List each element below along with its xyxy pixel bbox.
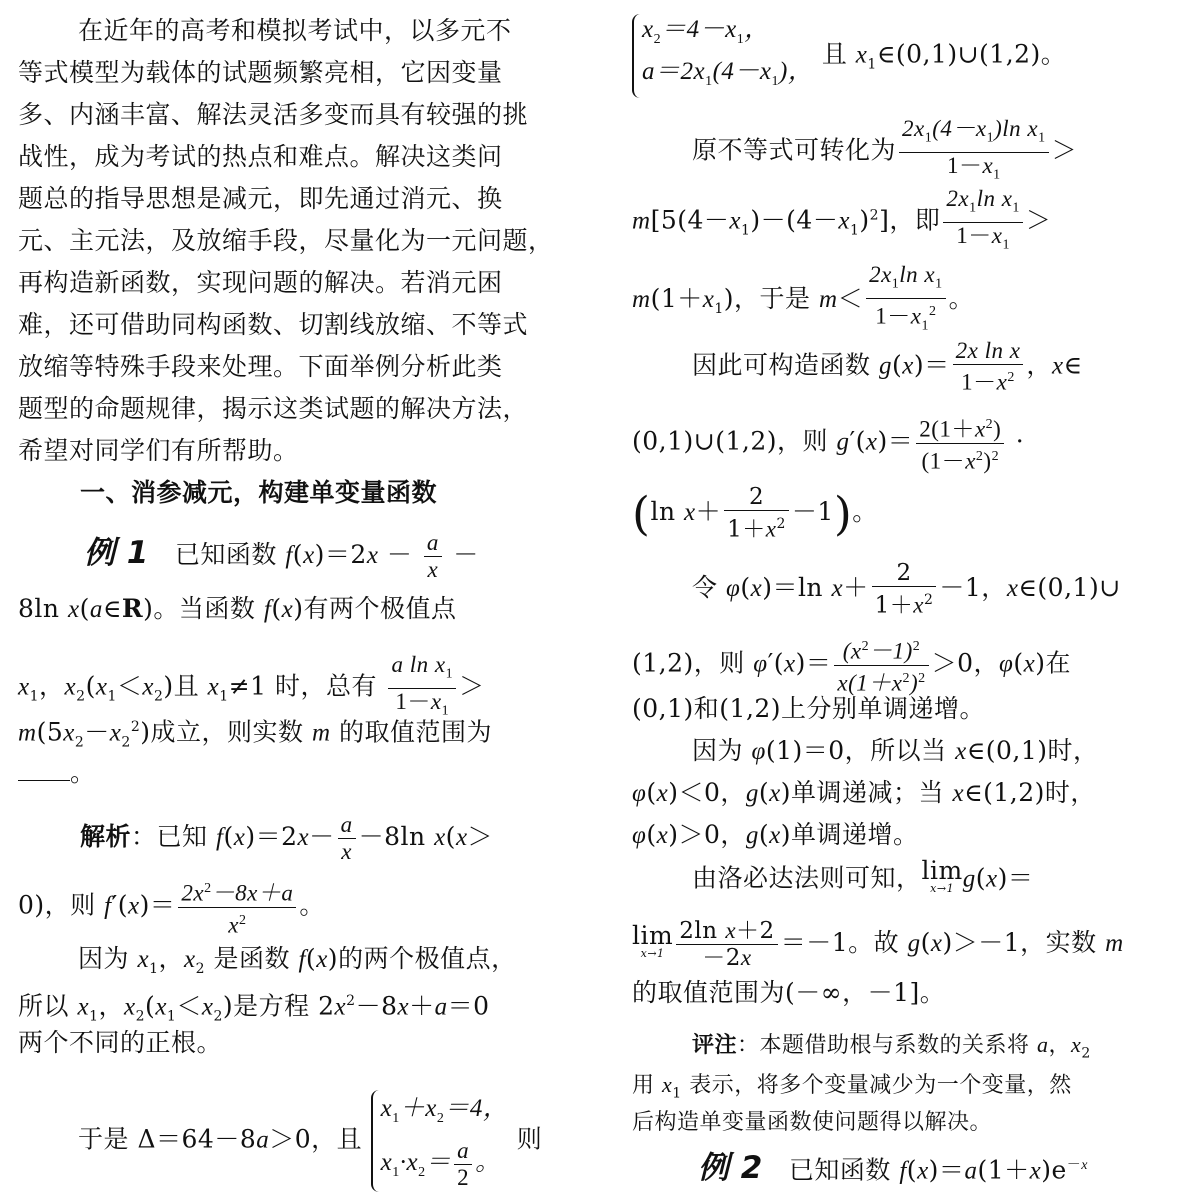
intro-line: 难，还可借助同构函数、切割线放缩、不等式 — [18, 310, 529, 339]
text: 单调递减；当 — [791, 778, 945, 807]
right-line3: $m[5(4-x_1)-(4-x_1)^2]$，即 $\frac{2x_1\ln x_1}{1-x_1}$ ＞ — [632, 186, 1051, 258]
fraction: $\frac{a}{x}$ — [424, 530, 442, 583]
text: 原不等式可转化为 — [692, 135, 897, 165]
fraction: $\frac{2}{1+x^2}$ — [724, 484, 789, 543]
fraction: $\frac{\text{2x ln x}}{1-x^2}$ — [953, 338, 1024, 396]
text: ，所以当 — [844, 736, 947, 765]
text: 已知函数 — [174, 540, 277, 569]
text: 由洛必达法则可知， — [692, 863, 922, 893]
intro-line: 多、内涵丰富、解法灵活多变而具有较强的挑 — [18, 100, 529, 129]
fraction: $\frac{2x_1\ln x_1}{1-x_1^2}$ — [866, 262, 946, 339]
text: ：已知 — [131, 822, 208, 851]
text: 是方程 — [233, 991, 310, 1021]
right-line15: lim x→1 $\frac{\text{2ln x＋2}}{-2x}$ ＝－1。故 g(x)＞－1，实数 m — [632, 918, 1124, 971]
analysis-label: 解析 — [80, 822, 132, 851]
text: 用 — [632, 1073, 655, 1098]
right-line1: $x_2=4-x_1$， $a=2x_1(4-x_1)$， 且 $x_1\in(0,1)\cup(1,2)$。 — [632, 14, 1066, 98]
example1-line5 — [18, 758, 96, 788]
answer-blank — [18, 780, 70, 781]
text: 则 — [516, 1124, 543, 1154]
analysis-line4: 所以 $x_1$，$x_2(x_1<x_2)$是方程 $2x^2-8x+a=0$ — [18, 991, 490, 1025]
limit: lim x→1 — [632, 920, 674, 960]
text: 。当函数 — [153, 594, 256, 623]
comment-label: 评注 — [692, 1033, 738, 1058]
text: 所以 — [18, 991, 70, 1021]
text: 时， — [1047, 736, 1099, 765]
right-line16: 的取值范围为(－∞，－1]。 — [632, 978, 946, 1007]
text: 上分别单调递增。 — [781, 694, 986, 723]
analysis-line3: 因为 $x_1$，$x_2$ 是函数 f(x)的两个极值点， — [78, 944, 517, 977]
right-line4: $m(1+x_1)$，于是 m＜ $\frac{2x_1\ln x_1}{1-x_1^2}$ 。 — [632, 262, 974, 339]
fraction: $\frac{a \ln x_1}{1-x_1}$ — [388, 652, 456, 724]
example2-label: 例 2 — [698, 1150, 763, 1187]
right-line12: φ(x)＜0，g(x)单调递减；当 x∈(1,2)时， — [632, 778, 1096, 807]
text: 是函数 — [213, 944, 291, 973]
right-line7: (ln x＋ $\frac{2}{1+x^2}$ －1)。 — [632, 484, 878, 543]
text: 因此可构造函数 — [692, 350, 871, 380]
right-line10: (0,1)和(1,2)上分别单调递增。 — [632, 694, 986, 723]
text: 的取值范围为 — [632, 978, 786, 1007]
text: 且 — [173, 671, 200, 701]
text: ，则 — [693, 648, 745, 678]
fraction: $\frac{2x_1(4-x_1)\ln x_1}{1-x_1}$ — [899, 116, 1049, 188]
text: 于是 — [78, 1124, 130, 1154]
text: 的取值范围为 — [338, 717, 492, 747]
text: ，则 — [44, 890, 96, 920]
intro-line: 战性，成为考试的热点和难点。解决这类问 — [18, 142, 503, 171]
intro-line: 题总的指导思想是减元，即先通过消元、换 — [18, 184, 503, 213]
analysis-line2: 0)，则 f′(x)＝ $\frac{2x^2-8x+a}{x^2}$ 。 — [18, 876, 325, 938]
example1-line3: $x_1$，$x_2(x_1<x_2)$且 $x_1\ne 1$ 时，总有 $\frac{a \ln x_1}{1-x_1}$ ＞ — [18, 652, 485, 724]
text: 令 — [692, 572, 718, 602]
text: 因为 — [78, 944, 130, 973]
text: 。故 — [848, 928, 900, 957]
comment-line1: 评注：本题借助根与系数的关系将 a，$x_2$ — [692, 1032, 1091, 1062]
right-line6: (0,1)∪(1,2)，则 g′(x)＝ $\frac{2(1+x^2)}{(1-x^2)^2}$ · — [632, 412, 1024, 474]
example1-line1: 例 1 已知函数 f(x)＝2x － $\frac{a}{x}$ － — [84, 530, 479, 582]
text: 和 — [693, 694, 720, 723]
intro-line: 等式模型为载体的试题频繁亮相，它因变量 — [18, 58, 503, 87]
fraction: $\frac{2(1+x^2)}{(1-x^2)^2}$ — [916, 412, 1004, 474]
text: 已知函数 — [788, 1155, 891, 1185]
comment-line3: 后构造单变量函数使问题得以解决。 — [632, 1110, 993, 1135]
text: 。 — [70, 758, 96, 787]
comment-line2: 用 $x_1$ 表示，将多个变量减少为一个变量，然 — [632, 1072, 1072, 1102]
fraction: $\frac{(x^2-1)^2}{x(1+x^2)^2}$ — [834, 634, 928, 696]
text: ，实数 — [1020, 928, 1097, 957]
right-line9: (1,2)，则 φ′(x)＝ $\frac{(x^2-1)^2}{x(1+x^2)^2}$ ＞0，φ(x)在 — [632, 634, 1071, 696]
intro-line: 放缩等特殊手段来处理。下面举例分析此类 — [18, 352, 503, 381]
analysis-line6: 于是 Δ＝64－8a＞0，且 $x_1+x_2=4$， $x_1\cdot x_2=$ $\frac{a}{2}$ 。 则 — [78, 1090, 542, 1192]
right-line8: 令 φ(x)＝ln x＋ $\frac{2}{1+x^2}$ －1，x∈(0,1)∪ — [692, 560, 1121, 619]
text: 成立，则实数 — [150, 717, 304, 747]
text: 在 — [1045, 648, 1072, 678]
fraction: $\frac{a}{x}$ — [338, 812, 356, 865]
fraction: $\frac{2x_1\ln x_1}{1-x_1}$ — [943, 186, 1023, 258]
text: 单调递增。 — [791, 820, 919, 849]
right-line11: 因为 φ(1)＝0，所以当 x∈(0,1)时， — [692, 736, 1099, 765]
example1-label: 例 1 — [84, 535, 149, 571]
analysis-line5: 两个不同的正根。 — [18, 1028, 223, 1057]
intro-line: 在近年的高考和模拟考试中，以多元不 — [78, 16, 512, 45]
fraction: $\frac{2x^2-8x+a}{x^2}$ — [178, 876, 296, 938]
fraction: $\frac{\text{2ln x＋2}}{-2x}$ — [676, 918, 777, 971]
text: ，即 — [889, 205, 941, 235]
intro-line: 希望对同学们有所帮助。 — [18, 436, 299, 465]
limit: lim x→1 — [921, 856, 963, 895]
text: ，则 — [776, 426, 828, 456]
example1-line2: 8ln x(a∈R)。当函数 f(x)有两个极值点 — [18, 594, 457, 623]
right-line2: 原不等式可转化为 $\frac{2x_1(4-x_1)\ln x_1}{1-x_1}$ ＞ — [692, 116, 1077, 188]
text: 的两个极值点， — [338, 944, 517, 973]
intro-line: 元、主元法，及放缩手段，尽量化为一元问题， — [18, 226, 554, 255]
equation-system: $x_1+x_2=4$， $x_1\cdot x_2=$ $\frac{a}{2}$ 。 — [371, 1090, 509, 1192]
text: 时， — [1044, 778, 1096, 807]
text: 时，总有 — [275, 671, 378, 701]
text: 表示，将多个变量减少为一个变量，然 — [689, 1073, 1072, 1098]
intro-line: 题型的命题规律，揭示这类试题的解决方法， — [18, 394, 529, 423]
text: ：本题借助根与系数的关系将 — [737, 1033, 1030, 1058]
analysis-line1: 解析：已知 f(x)＝2x－ $\frac{a}{x}$ －8ln x(x＞ — [80, 812, 494, 864]
text: ，且 — [311, 1124, 363, 1154]
right-line5: 因此可构造函数 g(x)＝ $\frac{\text{2x ln x}}{1-x^2}$ ，x∈ — [692, 338, 1083, 395]
text: 且 — [821, 39, 848, 69]
intro-line: 再构造新函数，实现问题的解决。若消元困 — [18, 268, 503, 297]
equation-system: $x_2=4-x_1$， $a=2x_1(4-x_1)$， — [632, 14, 813, 98]
section-heading: 一、消参减元，构建单变量函数 — [80, 478, 438, 507]
example1-line4: $m(5x_2-x_2^2)$成立，则实数 m 的取值范围为 — [18, 717, 492, 751]
text: 有两个极值点 — [303, 594, 457, 623]
right-line13: φ(x)＞0，g(x)单调递增。 — [632, 820, 919, 849]
text: 因为 — [692, 736, 744, 765]
right-line14: 由洛必达法则可知，lim x→1 g(x)＝ — [692, 862, 1033, 898]
example2-line1: 例 2 已知函数 $f(x)=a(1+x)e^{-x}$ — [698, 1150, 1088, 1187]
fraction: $\frac{2}{1+x^2}$ — [872, 560, 937, 619]
text: ，于是 — [734, 283, 811, 313]
